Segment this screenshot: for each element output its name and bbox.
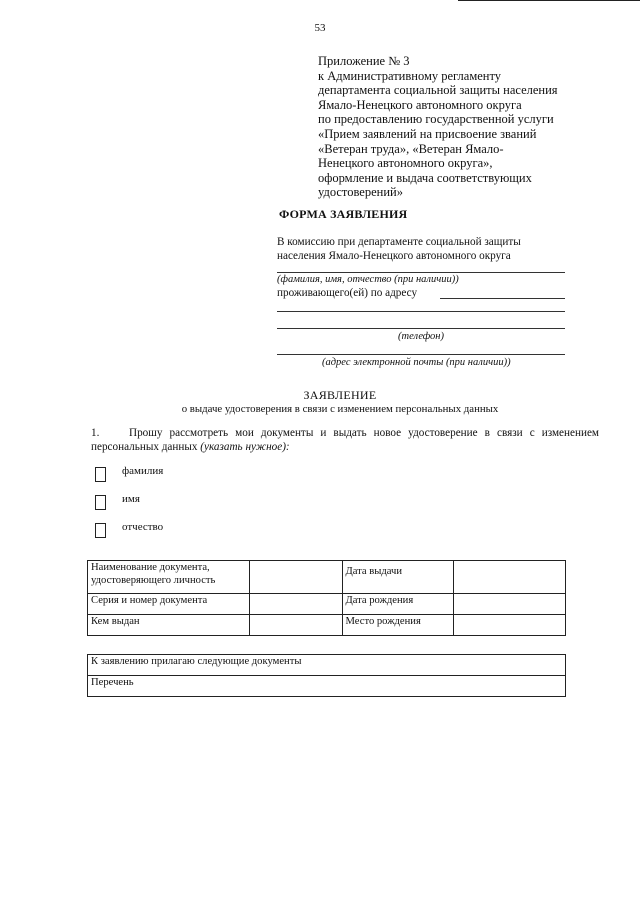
- residence-fill-line[interactable]: [440, 298, 565, 299]
- address-fill-line-2[interactable]: [277, 311, 565, 312]
- statement-paragraph-1: [91, 427, 599, 454]
- table-row: [88, 655, 566, 676]
- statement-subheading: о выдаче удостоверения в связи с изменением персональных данных: [181, 403, 499, 415]
- appendix-line: удостоверений»: [318, 185, 403, 200]
- addressee-line-2: населения Ямало-Ненецкого автономного округа: [277, 249, 511, 262]
- fio-fill-line[interactable]: [277, 272, 565, 273]
- addressee-line-1: В комиссию при департаменте социальной защиты: [277, 236, 521, 248]
- fio-note: (фамилия, имя, отчество (при наличии)): [277, 274, 459, 285]
- table-row: [88, 594, 566, 615]
- appendix-line: Приложение № 3: [318, 54, 410, 68]
- paragraph-number: 1.: [91, 427, 100, 439]
- appendix-line: департамента социальной защиты населения: [318, 83, 558, 98]
- birth-date-label: Дата рождения: [342, 594, 454, 615]
- checkbox-label-name: имя: [122, 493, 140, 505]
- checkbox-name[interactable]: [95, 495, 106, 510]
- appendix-header: [318, 54, 618, 200]
- checkbox-label-patronymic: отчество: [122, 521, 164, 533]
- email-fill-line[interactable]: [277, 354, 565, 355]
- issued-by-value[interactable]: [249, 615, 342, 636]
- addressee-block: [277, 236, 521, 263]
- doc-name-label: Наименование документа, удостоверяющего личность: [88, 561, 250, 594]
- form-title: ФОРМА ЗАЯВЛЕНИЯ: [279, 207, 408, 221]
- email-note: (адрес электронной почты (при наличии)): [322, 357, 511, 368]
- birth-place-label: Место рождения: [342, 615, 454, 636]
- identity-document-table: [87, 560, 566, 636]
- appendix-line: Ямало-Ненецкого автономного округа: [318, 97, 522, 112]
- attachments-list-label[interactable]: Перечень: [88, 676, 566, 697]
- residence-label: проживающего(ей) по адресу: [277, 287, 418, 299]
- appendix-line: «Прием заявлений на присвоение званий: [318, 126, 537, 141]
- birth-place-value[interactable]: [454, 615, 566, 636]
- doc-series-label: Серия и номер документа: [88, 594, 250, 615]
- appendix-line: к Административному регламенту: [318, 68, 502, 83]
- table-row: [88, 615, 566, 636]
- paragraph-text: Прошу рассмотреть мои документы и выдать новое удостоверение в связи с изменением персональных данных: [91, 427, 599, 453]
- table-row: [88, 676, 566, 697]
- page-number: 53: [314, 22, 326, 34]
- appendix-line: по предоставлению государственной услуги: [318, 112, 554, 127]
- checkbox-surname[interactable]: [95, 467, 106, 482]
- checkbox-label-surname: фамилия: [122, 465, 164, 477]
- table-row: [88, 561, 566, 594]
- paragraph-note: (указать нужное):: [200, 440, 290, 453]
- issue-date-label: Дата выдачи: [342, 561, 454, 594]
- attachments-header: К заявлению прилагаю следующие документы: [88, 655, 566, 676]
- phone-note: (телефон): [398, 331, 444, 342]
- issue-date-value[interactable]: [454, 561, 566, 594]
- attachments-table: [87, 654, 566, 697]
- appendix-line: оформление и выдача соответствующих: [318, 170, 532, 185]
- statement-heading: ЗАЯВЛЕНИЕ: [303, 388, 377, 402]
- issued-by-label: Кем выдан: [88, 615, 250, 636]
- doc-series-value[interactable]: [249, 594, 342, 615]
- top-edge-rule: [458, 0, 640, 1]
- checkbox-patronymic[interactable]: [95, 523, 106, 538]
- doc-name-value[interactable]: [249, 561, 342, 594]
- appendix-line: «Ветеран труда», «Ветеран Ямало-: [318, 141, 504, 156]
- appendix-line: Ненецкого автономного округа»,: [318, 156, 493, 171]
- birth-date-value[interactable]: [454, 594, 566, 615]
- address-fill-line-3[interactable]: [277, 328, 565, 329]
